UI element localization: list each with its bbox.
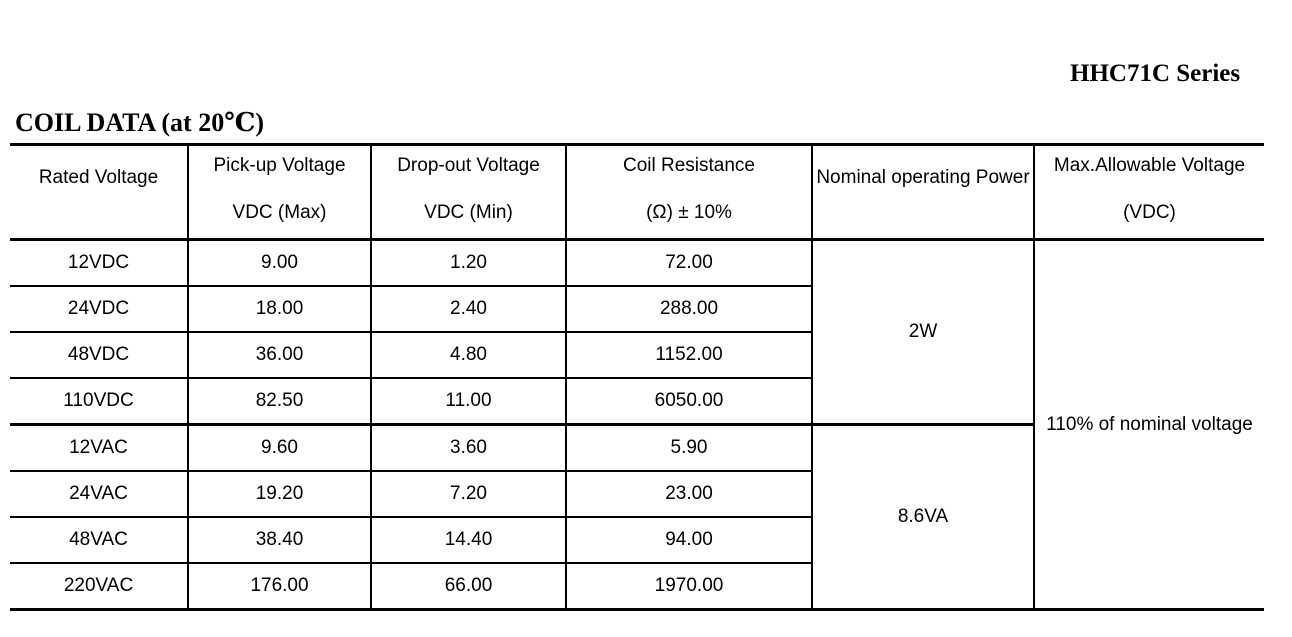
cell-pickup-voltage: 18.00: [188, 286, 371, 332]
cell-pickup-voltage: 82.50: [188, 378, 371, 425]
header-pickup-voltage: [188, 145, 371, 240]
cell-dropout-voltage: 4.80: [371, 332, 566, 378]
cell-dropout-voltage: 11.00: [371, 378, 566, 425]
header-line: (Ω) ± 10%: [646, 202, 732, 223]
cell-coil-resistance: 288.00: [566, 286, 812, 332]
cell-dropout-voltage: 14.40: [371, 517, 566, 563]
header-dropout-voltage: [371, 145, 566, 240]
cell-power-ac: 8.6VA: [812, 425, 1034, 610]
header-line: VDC (Min): [424, 202, 513, 223]
cell-rated-voltage: 12VDC: [10, 240, 188, 287]
cell-coil-resistance: 94.00: [566, 517, 812, 563]
cell-pickup-voltage: 19.20: [188, 471, 371, 517]
header-coil-resistance: [566, 145, 812, 240]
cell-coil-resistance: 72.00: [566, 240, 812, 287]
cell-rated-voltage: 12VAC: [10, 425, 188, 472]
cell-dropout-voltage: 1.20: [371, 240, 566, 287]
header-line: Nominal operating Power: [816, 166, 1030, 188]
header-line: (VDC): [1123, 202, 1176, 223]
cell-rated-voltage: 220VAC: [10, 563, 188, 610]
coil-data-table: [10, 143, 1264, 611]
cell-coil-resistance: 1152.00: [566, 332, 812, 378]
cell-coil-resistance: 23.00: [566, 471, 812, 517]
cell-rated-voltage: 110VDC: [10, 378, 188, 425]
cell-dropout-voltage: 3.60: [371, 425, 566, 472]
header-rated-voltage: [10, 145, 188, 240]
cell-pickup-voltage: 9.00: [188, 240, 371, 287]
header-line: Drop-out Voltage: [397, 155, 540, 177]
cell-coil-resistance: 5.90: [566, 425, 812, 472]
cell-dropout-voltage: 66.00: [371, 563, 566, 610]
cell-pickup-voltage: 36.00: [188, 332, 371, 378]
cell-pickup-voltage: 9.60: [188, 425, 371, 472]
cell-power-dc: 2W: [812, 240, 1034, 425]
cell-dropout-voltage: 2.40: [371, 286, 566, 332]
cell-max-allowable: 110% of nominal voltage: [1034, 240, 1264, 610]
cell-dropout-voltage: 7.20: [371, 471, 566, 517]
cell-rated-voltage: 24VAC: [10, 471, 188, 517]
header-nominal-power: [812, 145, 1034, 240]
header-line: Rated Voltage: [38, 166, 159, 188]
cell-pickup-voltage: 38.40: [188, 517, 371, 563]
header-max-allowable-voltage: [1034, 145, 1264, 240]
cell-rated-voltage: 48VDC: [10, 332, 188, 378]
cell-rated-voltage: 48VAC: [10, 517, 188, 563]
cell-coil-resistance: 1970.00: [566, 563, 812, 610]
series-title: HHC71C Series: [1070, 60, 1241, 87]
header-row: [10, 145, 1264, 240]
cell-coil-resistance: 6050.00: [566, 378, 812, 425]
section-title: COIL DATA (at 20℃): [15, 108, 265, 137]
header-line: Max.Allowable Voltage: [1053, 155, 1246, 177]
cell-rated-voltage: 24VDC: [10, 286, 188, 332]
cell-pickup-voltage: 176.00: [188, 563, 371, 610]
header-line: VDC (Max): [232, 202, 327, 223]
header-line: Pick-up Voltage: [213, 155, 346, 177]
table-row: [10, 240, 1264, 287]
header-line: Coil Resistance: [623, 155, 755, 177]
